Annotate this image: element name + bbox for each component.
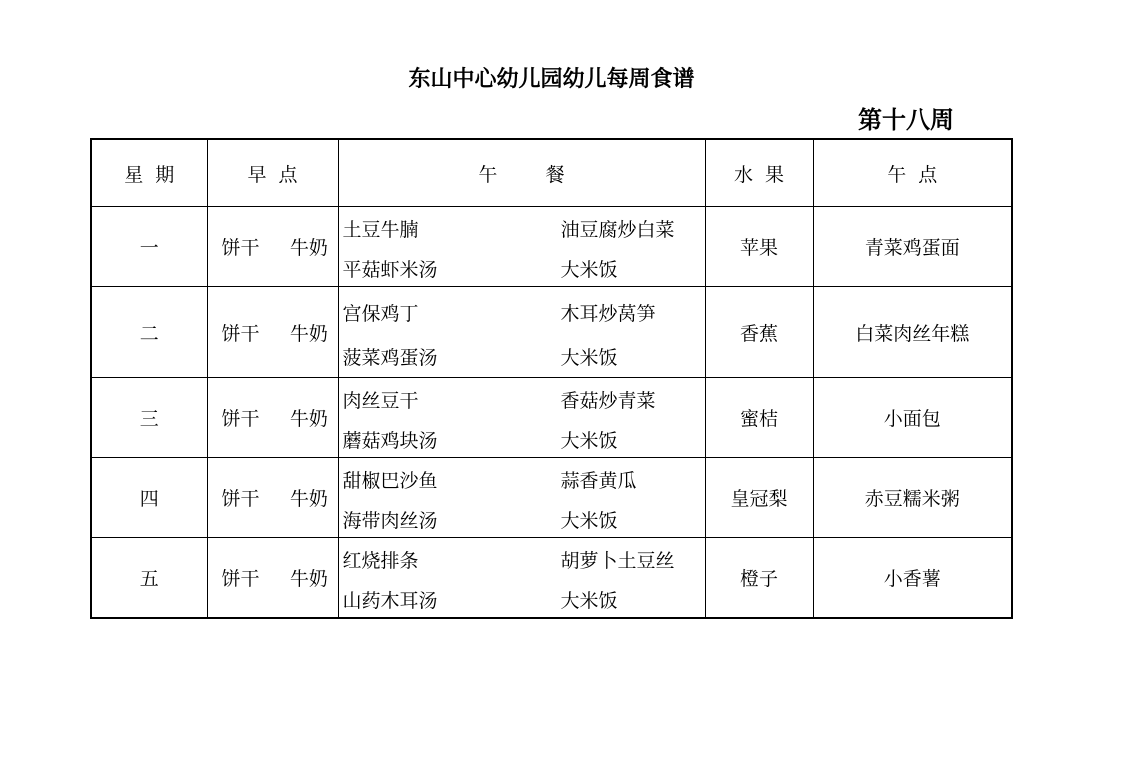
- lunch-item: 油豆腐炒白菜: [560, 219, 675, 241]
- table-header-row: [91, 139, 1012, 207]
- fruit-cell: 香蕉: [705, 287, 813, 378]
- breakfast-cell: [207, 287, 338, 378]
- lunch-item: 蒜香黄瓜: [560, 470, 637, 492]
- table-row: [91, 458, 1012, 538]
- day-cell: 一: [91, 207, 207, 287]
- breakfast-item: 牛奶: [289, 488, 328, 510]
- header-breakfast: 早 点: [207, 139, 338, 207]
- page-title: 东山中心幼儿园幼儿每周食谱: [408, 67, 695, 92]
- snack-cell: 小香薯: [813, 538, 1012, 618]
- lunch-item: 海带肉丝汤: [342, 510, 438, 532]
- week-label: 第十八周: [858, 106, 954, 134]
- breakfast-item: 饼干: [221, 567, 260, 590]
- header-day: 星 期: [91, 139, 207, 207]
- header-lunch: 午 餐: [338, 139, 705, 207]
- breakfast-item: 饼干: [221, 237, 260, 259]
- breakfast-cell: [207, 207, 338, 287]
- day-cell: 五: [91, 538, 207, 618]
- table-row: [91, 207, 1012, 287]
- header-fruit: 水 果: [705, 139, 813, 207]
- lunch-item: 胡萝卜土豆丝: [560, 550, 675, 572]
- lunch-cell: [338, 207, 705, 287]
- table-row: [91, 378, 1012, 458]
- breakfast-item: 牛奶: [289, 408, 328, 430]
- lunch-item: 甜椒巴沙鱼: [342, 470, 438, 492]
- breakfast-item: 饼干: [221, 408, 260, 430]
- lunch-item: 大米饭: [560, 510, 618, 532]
- breakfast-item: 牛奶: [289, 567, 328, 590]
- fruit-cell: 橙子: [705, 538, 813, 618]
- lunch-cell: [338, 458, 705, 538]
- lunch-item: 宫保鸡丁: [342, 303, 419, 325]
- weekly-menu-table: [90, 138, 1013, 619]
- lunch-item: 土豆牛腩: [342, 219, 419, 241]
- table-row: [91, 287, 1012, 378]
- lunch-item: 大米饭: [560, 259, 618, 281]
- lunch-cell: [338, 287, 705, 378]
- lunch-item: 肉丝豆干: [342, 390, 419, 412]
- breakfast-item: 牛奶: [289, 237, 328, 259]
- lunch-item: 大米饭: [560, 347, 618, 369]
- lunch-item: 香菇炒青菜: [560, 390, 656, 412]
- lunch-item: 山药木耳汤: [342, 590, 438, 612]
- fruit-cell: 蜜桔: [705, 378, 813, 458]
- fruit-cell: 苹果: [705, 207, 813, 287]
- lunch-item: 平菇虾米汤: [342, 259, 438, 281]
- table-row: [91, 538, 1012, 618]
- lunch-item: 大米饭: [560, 590, 618, 612]
- header-snack: 午 点: [813, 139, 1012, 207]
- lunch-cell: [338, 378, 705, 458]
- lunch-item: 菠菜鸡蛋汤: [342, 347, 438, 369]
- day-cell: 四: [91, 458, 207, 538]
- lunch-item: 大米饭: [560, 430, 618, 452]
- day-cell: 二: [91, 287, 207, 378]
- breakfast-cell: [207, 378, 338, 458]
- snack-cell: 小面包: [813, 378, 1012, 458]
- day-cell: 三: [91, 378, 207, 458]
- breakfast-item: 饼干: [221, 322, 260, 345]
- snack-cell: 赤豆糯米粥: [813, 458, 1012, 538]
- breakfast-cell: [207, 538, 338, 618]
- lunch-cell: [338, 538, 705, 618]
- lunch-item: 红烧排条: [342, 550, 419, 572]
- snack-cell: 白菜肉丝年糕: [813, 287, 1012, 378]
- lunch-item: 木耳炒莴笋: [560, 303, 656, 325]
- snack-cell: 青菜鸡蛋面: [813, 207, 1012, 287]
- breakfast-item: 饼干: [221, 488, 260, 510]
- breakfast-cell: [207, 458, 338, 538]
- lunch-item: 蘑菇鸡块汤: [342, 430, 438, 452]
- fruit-cell: 皇冠梨: [705, 458, 813, 538]
- breakfast-item: 牛奶: [289, 322, 328, 345]
